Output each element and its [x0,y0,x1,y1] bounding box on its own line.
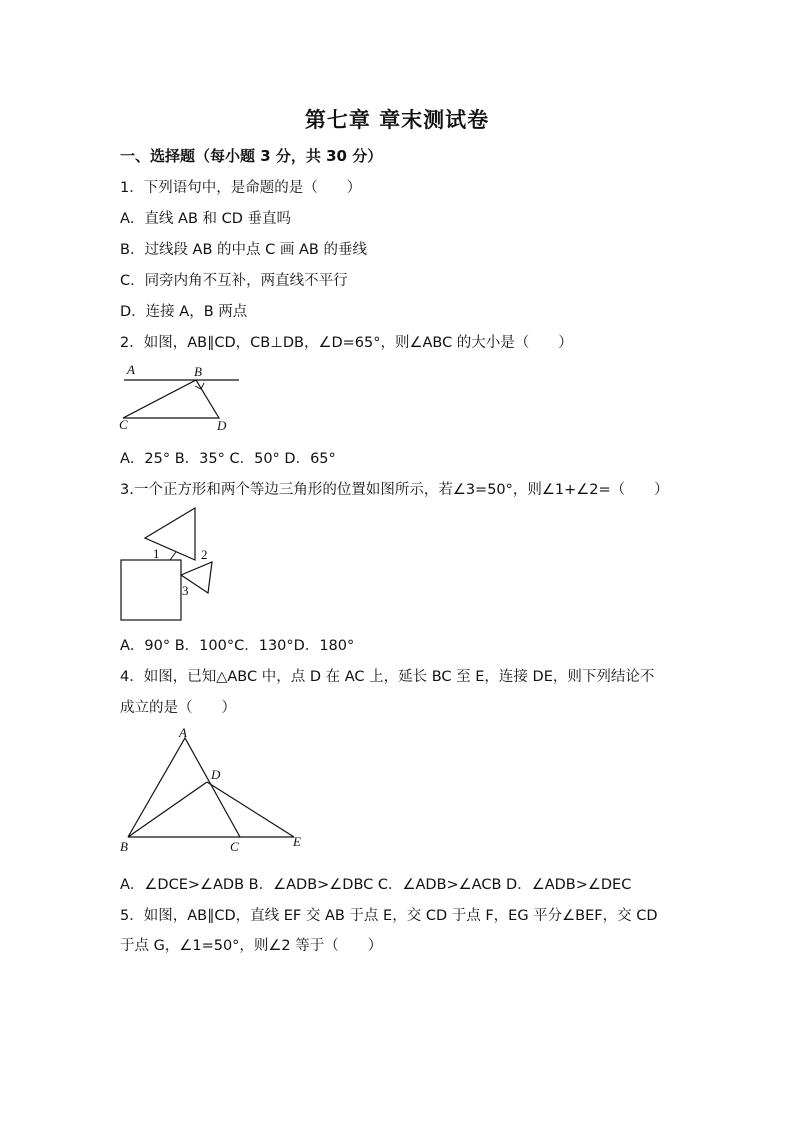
page-title: 第七章 章末测试卷 [304,107,490,132]
question-3-stem: 3.一个正方形和两个等边三角形的位置如图所示，若∠3=50°，则∠1+∠2=（ ） [120,482,669,498]
angle-1-label: 1 [153,546,160,561]
label-d: D [217,418,227,433]
question-4-stem-line-1: 4．如图，已知△ABC 中，点 D 在 AC 上，延长 BC 至 E，连接 DE，则下列结论不 [120,669,655,685]
square [121,560,181,620]
question-4-figure [115,722,320,857]
question-2-options: A．25° B．35° C．50° D．65° [120,451,336,467]
question-5-stem-line-1: 5．如图，AB∥CD，直线 EF 交 AB 于点 E，交 CD 于点 F，EG 平分∠BEF，交 CD [120,908,658,924]
label-a: A [127,362,135,377]
question-1-option-d: D．连接 A，B 两点 [120,304,248,320]
question-3-figure [115,505,220,625]
connector-line [170,552,176,560]
label-e: E [293,834,301,849]
triangle-bcd [123,380,219,418]
segment-bd [128,782,207,837]
angle-3-label: 3 [182,583,189,598]
question-4-stem-line-2: 成立的是（ ） [120,700,236,716]
question-2-stem: 2．如图，AB∥CD，CB⊥DB，∠D=65°，则∠ABC 的大小是（ ） [120,335,573,351]
label-a: A [179,725,187,740]
label-c: C [119,417,128,432]
section-heading: 一、选择题（每小题 3 分，共 30 分） [120,147,383,165]
question-5-stem-line-2: 于点 G，∠1=50°，则∠2 等于（ ） [120,938,383,954]
segment-de [207,782,294,837]
question-1-option-b: B．过线段 AB 的中点 C 画 AB 的垂线 [120,242,367,258]
question-3-options: A．90° B．100°C．130°D．180° [120,638,355,654]
label-c: C [230,839,239,854]
label-b: B [120,839,128,854]
label-b: B [194,364,202,379]
triangle-abc-sides [128,738,240,837]
question-4-options: A．∠DCE>∠ADB B．∠ADB>∠DBC C．∠ADB>∠ACB D．∠ADB>∠DEC [120,877,632,893]
angle-2-label: 2 [201,547,208,562]
question-1-option-c: C．同旁内角不互补，两直线不平行 [120,273,348,289]
label-d: D [211,767,221,782]
question-2-figure [115,360,250,435]
question-1-stem: 1．下列语句中，是命题的是（ ） [120,180,362,196]
question-1-option-a: A．直线 AB 和 CD 垂直吗 [120,211,292,227]
